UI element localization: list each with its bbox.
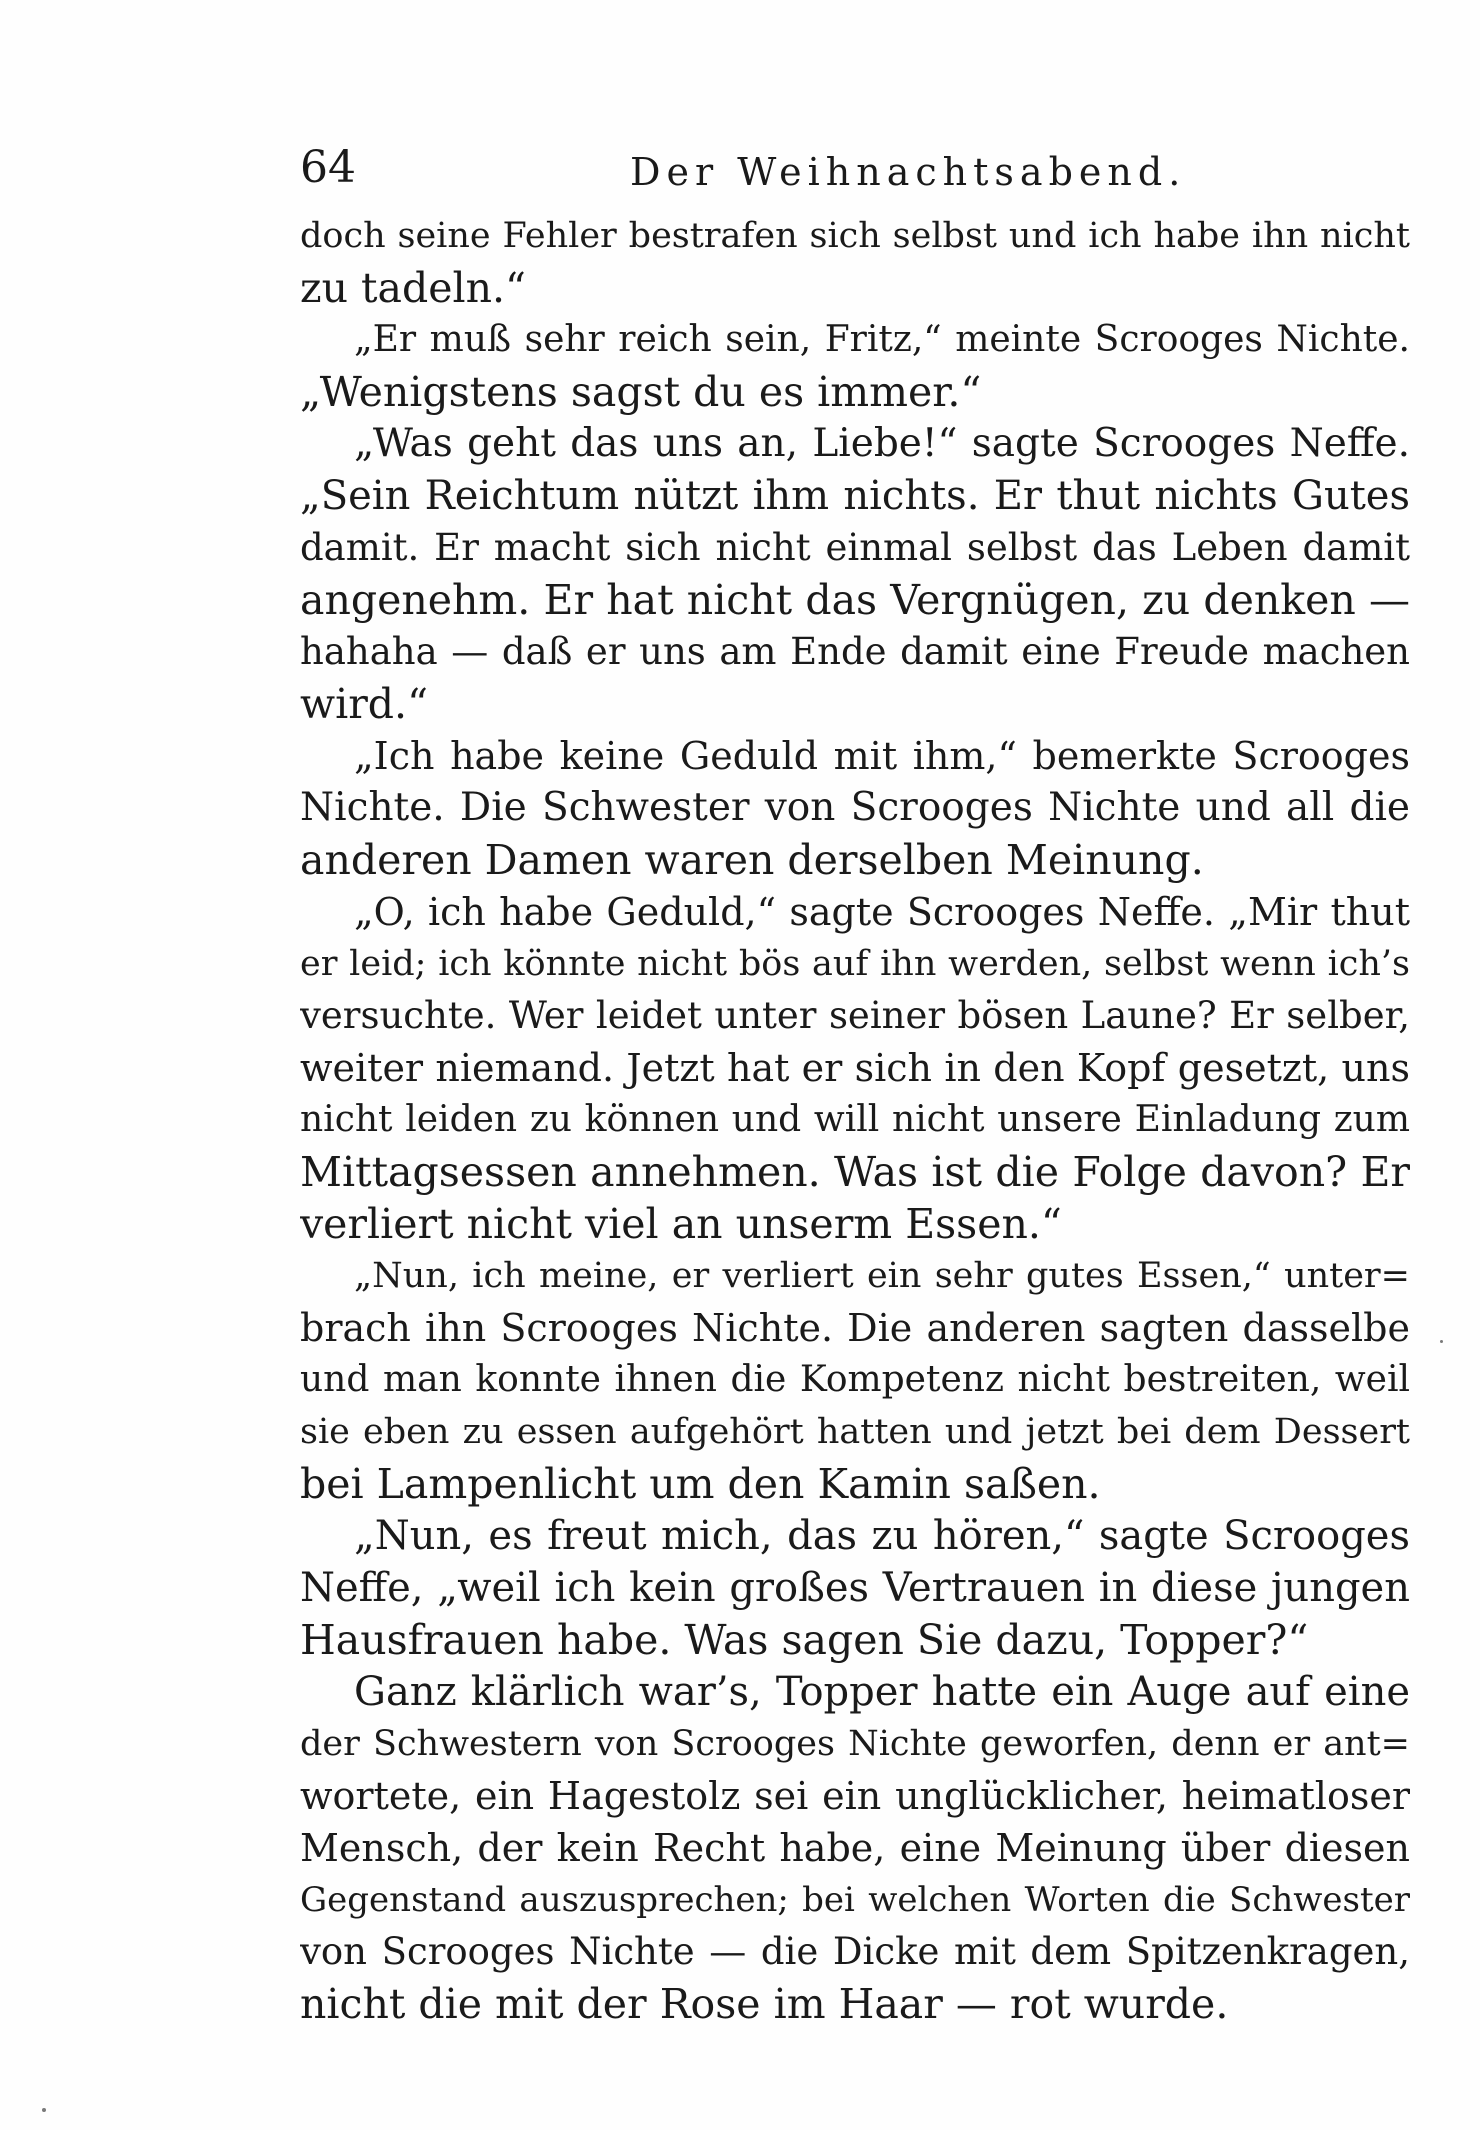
text-line: Gegenstand auszusprechen; bei welchen Worten die Schwester	[300, 1880, 1410, 1920]
text-line: „Nun, es freut mich, das zu hören,“ sagte Scrooges	[354, 1513, 1410, 1559]
page-number: 64	[300, 142, 356, 193]
text-line: „Er muß sehr reich sein, Fritz,“ meinte Scrooges Nichte.	[354, 319, 1410, 360]
text-line: nicht die mit der Rose im Haar — rot wurde.	[300, 1980, 1229, 2028]
text-line: nicht leiden zu können und will nicht unsere Einladung zum	[300, 1099, 1410, 1140]
text-line: wird.“	[300, 680, 429, 728]
text-line: verliert nicht viel an unserm Essen.“	[300, 1200, 1062, 1248]
paper-speck	[1440, 1340, 1443, 1343]
running-head	[300, 140, 1410, 196]
text-line: sie eben zu essen aufgehört hatten und jetzt bei dem Dessert	[300, 1412, 1410, 1452]
text-line: „Wenigstens sagst du es immer.“	[300, 368, 982, 416]
text-line: „Sein Reichtum nützt ihm nichts. Er thut nichts Gutes	[300, 473, 1410, 519]
text-line: doch seine Fehler bestrafen sich selbst und ich habe ihn nicht	[300, 216, 1410, 256]
text-line: versuchte. Wer leidet unter seiner bösen Laune? Er selber,	[300, 994, 1410, 1037]
text-line: „Nun, ich meine, er verliert ein sehr gutes Essen,“ unter=	[354, 1256, 1410, 1296]
text-line: „O, ich habe Geduld,“ sagte Scrooges Neffe. „Mir thut	[354, 890, 1410, 934]
text-line: brach ihn Scrooges Nichte. Die anderen sagten dasselbe	[300, 1306, 1410, 1350]
text-line: von Scrooges Nichte — die Dicke mit dem Spitzenkragen,	[300, 1930, 1410, 1973]
text-line: zu tadeln.“	[300, 264, 526, 312]
text-line: der Schwestern von Scrooges Nichte geworfen, denn er ant=	[300, 1724, 1410, 1764]
text-line: Nichte. Die Schwester von Scrooges Nichte und all die	[300, 785, 1410, 830]
text-line: wortete, ein Hagestolz sei ein unglücklicher, heimatloser	[300, 1774, 1410, 1818]
text-line: Neffe, „weil ich kein großes Vertrauen in diese jungen	[300, 1565, 1410, 1611]
text-line: Ganz klärlich war’s, Topper hatte ein Auge auf eine	[354, 1669, 1410, 1715]
text-line: „Was geht das uns an, Liebe!“ sagte Scrooges Neffe.	[354, 421, 1410, 466]
text-line: damit. Er macht sich nicht einmal selbst das Leben damit	[300, 526, 1410, 569]
text-line: anderen Damen waren derselben Meinung.	[300, 836, 1204, 884]
text-line: hahaha — daß er uns am Ende damit eine Freude machen	[300, 630, 1410, 673]
body-text	[300, 210, 1410, 2030]
text-line: Mittagsessen annehmen. Was ist die Folge davon? Er	[300, 1148, 1410, 1196]
text-line: Mensch, der kein Recht habe, eine Meinung über diesen	[300, 1826, 1410, 1870]
paper-speck	[42, 2108, 46, 2112]
text-line: weiter niemand. Jetzt hat er sich in den Kopf gesetzt, uns	[300, 1046, 1410, 1090]
text-line: und man konnte ihnen die Kompetenz nicht bestreiten, weil	[300, 1359, 1410, 1400]
text-line: er leid; ich könnte nicht bös auf ihn werden, selbst wenn ich’s	[300, 944, 1410, 984]
text-line: Hausfrauen habe. Was sagen Sie dazu, Topper?“	[300, 1616, 1309, 1664]
text-line: „Ich habe keine Geduld mit ihm,“ bemerkte Scrooges	[354, 734, 1410, 778]
text-line: angenehm. Er hat nicht das Vergnügen, zu denken —	[300, 576, 1410, 624]
text-line: bei Lampenlicht um den Kamin saßen.	[300, 1460, 1101, 1508]
running-title: Der Weihnachtsabend.	[630, 150, 1187, 194]
